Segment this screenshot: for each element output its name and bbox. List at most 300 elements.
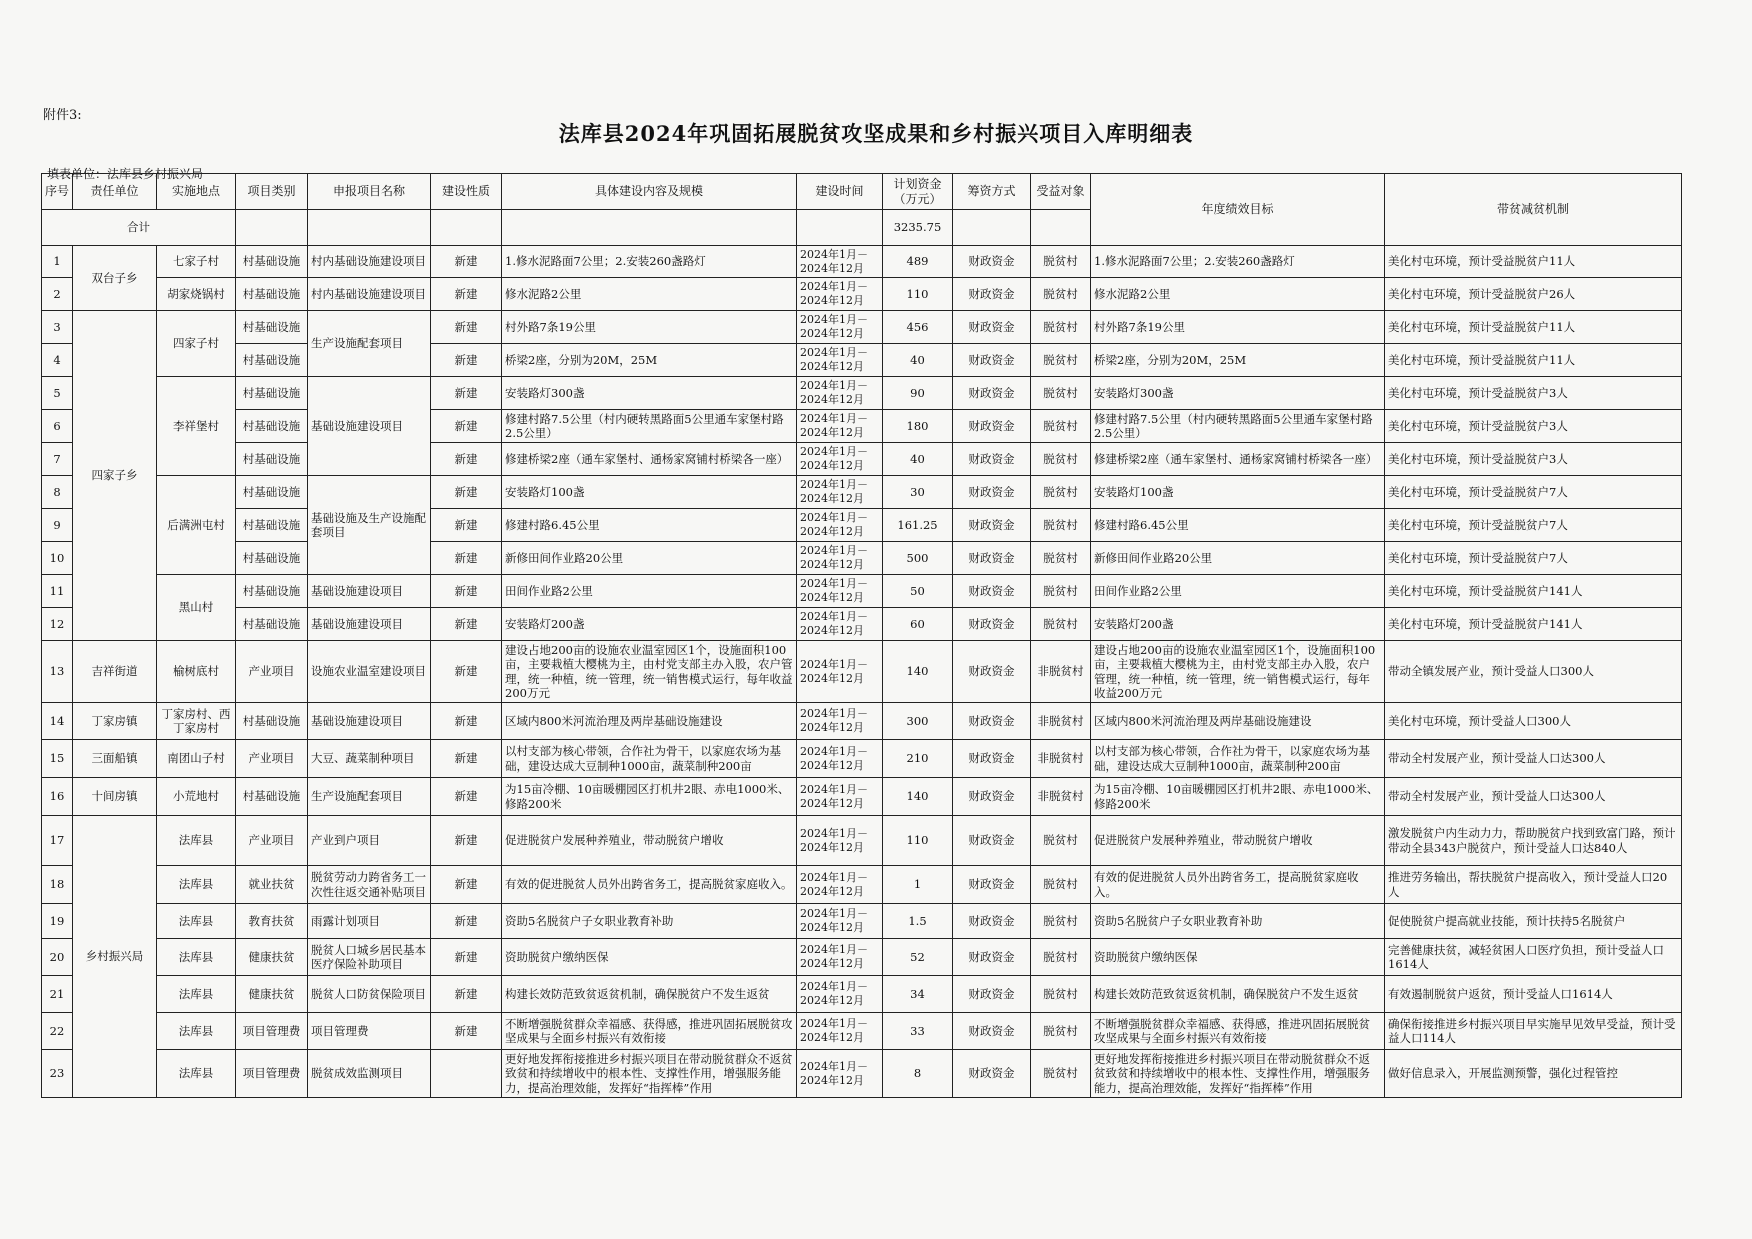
project-category: 村基础设施 xyxy=(236,344,308,377)
location: 南团山子村 xyxy=(157,740,236,778)
beneficiary: 脱贫村 xyxy=(1031,866,1091,904)
row-seq: 18 xyxy=(42,866,73,904)
project-category: 健康扶贫 xyxy=(236,939,308,976)
row-seq: 16 xyxy=(42,778,73,816)
time-end: 2024年12月 xyxy=(800,671,864,685)
funding-method: 财政资金 xyxy=(953,278,1031,311)
row-seq: 14 xyxy=(42,703,73,740)
project-category: 村基础设施 xyxy=(236,778,308,816)
construction-time xyxy=(797,410,883,443)
construction-time xyxy=(797,476,883,509)
time-end: 2024年12月 xyxy=(800,884,864,898)
time-start: 2024年1月－ xyxy=(800,577,868,591)
project-name: 设施农业温室建设项目 xyxy=(308,641,431,703)
construction-content: 1.修水泥路面7公里；2.安装260盏路灯 xyxy=(502,246,797,278)
table-row xyxy=(42,816,1682,866)
construction-content: 促进脱贫户发展种养殖业，带动脱贫户增收 xyxy=(502,816,797,866)
header-seq: 序号 xyxy=(42,174,73,210)
project-name: 生产设施配套项目 xyxy=(308,778,431,816)
planned-fund: 33 xyxy=(883,1013,953,1050)
planned-fund: 110 xyxy=(883,816,953,866)
construction-time xyxy=(797,278,883,311)
table-row xyxy=(42,641,1682,703)
header-dept: 责任单位 xyxy=(73,174,157,210)
table-row xyxy=(42,344,1682,377)
poverty-mechanism: 有效遏制脱贫户返贫，预计受益人口1614人 xyxy=(1385,976,1682,1013)
project-name: 基础设施建设项目 xyxy=(308,703,431,740)
construction-content: 区域内800米河流治理及两岸基础设施建设 xyxy=(502,703,797,740)
project-table xyxy=(41,173,1682,1098)
table-row xyxy=(42,866,1682,904)
performance-goal: 促进脱贫户发展种养殖业，带动脱贫户增收 xyxy=(1091,816,1385,866)
construction-nature: 新建 xyxy=(431,443,502,476)
project-name: 项目管理费 xyxy=(308,1013,431,1050)
location: 法库县 xyxy=(157,816,236,866)
time-end: 2024年12月 xyxy=(800,525,864,538)
responsible-unit: 吉祥街道 xyxy=(73,641,157,703)
construction-content: 建设占地200亩的设施农业温室园区1个，设施面积100亩，主要栽植大樱桃为主，由村党支部主办入股，农户管理，统一种植，统一管理，统一销售模式运行，每年收益200万元 xyxy=(502,641,797,703)
row-seq: 17 xyxy=(42,816,73,866)
project-category: 村基础设施 xyxy=(236,476,308,509)
location: 小荒地村 xyxy=(157,778,236,816)
row-seq: 1 xyxy=(42,246,73,278)
time-end: 2024年12月 xyxy=(800,327,864,340)
time-end: 2024年12月 xyxy=(800,796,864,810)
beneficiary: 脱贫村 xyxy=(1031,1013,1091,1050)
planned-fund: 8 xyxy=(883,1050,953,1098)
construction-nature: 新建 xyxy=(431,866,502,904)
header-mechanism: 带贫减贫机制 xyxy=(1385,174,1682,246)
construction-content: 修建村路7.5公里（村内硬转黑路面5公里通车家堡村路2.5公里） xyxy=(502,410,797,443)
row-seq: 23 xyxy=(42,1050,73,1098)
planned-fund: 500 xyxy=(883,542,953,575)
construction-nature: 新建 xyxy=(431,703,502,740)
construction-content: 有效的促进脱贫人员外出跨省务工，提高脱贫家庭收入。 xyxy=(502,866,797,904)
time-start: 2024年1月－ xyxy=(800,313,868,327)
construction-content: 桥梁2座，分别为20M，25M xyxy=(502,344,797,377)
construction-content: 更好地发挥衔接推进乡村振兴项目在带动脱贫群众不返贫致贫和持续增收中的根本性、支撑性作用，增强服务能力，提高治理效能，发挥好“指挥棒”作用 xyxy=(502,1050,797,1098)
time-end: 2024年12月 xyxy=(800,921,864,934)
construction-content: 修建桥梁2座（通车家堡村、通杨家窝铺村桥梁各一座） xyxy=(502,443,797,476)
time-end: 2024年12月 xyxy=(800,459,864,472)
header-category: 项目类别 xyxy=(236,174,308,210)
construction-content: 村外路7条19公里 xyxy=(502,311,797,344)
construction-nature: 新建 xyxy=(431,608,502,641)
project-category: 教育扶贫 xyxy=(236,904,308,939)
time-start: 2024年1月－ xyxy=(800,744,868,758)
time-start: 2024年1月－ xyxy=(800,346,868,360)
planned-fund: 52 xyxy=(883,939,953,976)
performance-goal: 以村支部为核心带领，合作社为骨干，以家庭农场为基础，建设达成大豆制种1000亩，蔬菜制种200亩 xyxy=(1091,740,1385,778)
responsible-unit: 丁家房镇 xyxy=(73,703,157,740)
poverty-mechanism: 美化村屯环境，预计受益脱贫户11人 xyxy=(1385,246,1682,278)
table-row xyxy=(42,575,1682,608)
time-end: 2024年12月 xyxy=(800,294,864,307)
poverty-mechanism: 推进劳务输出，帮扶脱贫户提高收入，预计受益人口20人 xyxy=(1385,866,1682,904)
time-start: 2024年1月－ xyxy=(800,907,868,921)
time-start: 2024年1月－ xyxy=(800,478,868,492)
planned-fund: 50 xyxy=(883,575,953,608)
beneficiary: 脱贫村 xyxy=(1031,410,1091,443)
performance-goal: 修建桥梁2座（通车家堡村、通杨家窝铺村桥梁各一座） xyxy=(1091,443,1385,476)
table-row xyxy=(42,904,1682,939)
project-category: 村基础设施 xyxy=(236,509,308,542)
planned-fund: 110 xyxy=(883,278,953,311)
row-seq: 15 xyxy=(42,740,73,778)
construction-nature: 新建 xyxy=(431,476,502,509)
funding-method: 财政资金 xyxy=(953,476,1031,509)
construction-content: 以村支部为核心带领，合作社为骨干，以家庭农场为基础，建设达成大豆制种1000亩，蔬菜制种200亩 xyxy=(502,740,797,778)
attachment-label: 附件3: xyxy=(43,108,82,123)
planned-fund: 60 xyxy=(883,608,953,641)
performance-goal: 安装路灯300盏 xyxy=(1091,377,1385,410)
time-end: 2024年12月 xyxy=(800,624,864,637)
table-row xyxy=(42,410,1682,443)
construction-nature: 新建 xyxy=(431,816,502,866)
funding-method: 财政资金 xyxy=(953,509,1031,542)
poverty-mechanism: 带动全镇发展产业，预计受益人口300人 xyxy=(1385,641,1682,703)
location: 黑山村 xyxy=(157,575,236,641)
header-nature: 建设性质 xyxy=(431,174,502,210)
time-start: 2024年1月－ xyxy=(800,1059,868,1073)
construction-time xyxy=(797,976,883,1013)
time-start: 2024年1月－ xyxy=(800,826,868,840)
time-end: 2024年12月 xyxy=(800,957,864,970)
location: 四家子村 xyxy=(157,311,236,377)
beneficiary: 脱贫村 xyxy=(1031,1050,1091,1098)
header-location: 实施地点 xyxy=(157,174,236,210)
table-row xyxy=(42,542,1682,575)
row-seq: 20 xyxy=(42,939,73,976)
construction-nature: 新建 xyxy=(431,344,502,377)
construction-content: 修建村路6.45公里 xyxy=(502,509,797,542)
poverty-mechanism: 带动全村发展产业，预计受益人口达300人 xyxy=(1385,740,1682,778)
funding-method: 财政资金 xyxy=(953,542,1031,575)
table-row xyxy=(42,1013,1682,1050)
construction-nature: 新建 xyxy=(431,1013,502,1050)
poverty-mechanism: 美化村屯环境，预计受益脱贫户26人 xyxy=(1385,278,1682,311)
time-end: 2024年12月 xyxy=(800,591,864,604)
performance-goal: 有效的促进脱贫人员外出跨省务工，提高脱贫家庭收入。 xyxy=(1091,866,1385,904)
construction-time xyxy=(797,1050,883,1098)
responsible-unit: 四家子乡 xyxy=(73,311,157,641)
project-name: 雨露计划项目 xyxy=(308,904,431,939)
row-seq: 5 xyxy=(42,377,73,410)
time-start: 2024年1月－ xyxy=(800,610,868,624)
construction-time xyxy=(797,311,883,344)
performance-goal: 不断增强脱贫群众幸福感、获得感，推进巩固拓展脱贫攻坚成果与全面乡村振兴有效衔接 xyxy=(1091,1013,1385,1050)
performance-goal: 为15亩冷棚、10亩暖棚园区打机井2眼、赤电1000米、修路200米 xyxy=(1091,778,1385,816)
beneficiary: 脱贫村 xyxy=(1031,904,1091,939)
table-row xyxy=(42,703,1682,740)
time-end: 2024年12月 xyxy=(800,1031,864,1044)
beneficiary: 脱贫村 xyxy=(1031,575,1091,608)
construction-time xyxy=(797,443,883,476)
funding-method: 财政资金 xyxy=(953,575,1031,608)
construction-time xyxy=(797,703,883,740)
header-content: 具体建设内容及规模 xyxy=(502,174,797,210)
funding-method: 财政资金 xyxy=(953,641,1031,703)
time-end: 2024年12月 xyxy=(800,840,864,854)
construction-nature: 新建 xyxy=(431,278,502,311)
beneficiary: 非脱贫村 xyxy=(1031,641,1091,703)
time-start: 2024年1月－ xyxy=(800,707,868,721)
project-category: 村基础设施 xyxy=(236,703,308,740)
construction-nature: 新建 xyxy=(431,311,502,344)
beneficiary: 脱贫村 xyxy=(1031,377,1091,410)
construction-time xyxy=(797,608,883,641)
responsible-unit: 双台子乡 xyxy=(73,246,157,311)
planned-fund: 180 xyxy=(883,410,953,443)
project-category: 产业项目 xyxy=(236,740,308,778)
project-category: 村基础设施 xyxy=(236,410,308,443)
table-row xyxy=(42,740,1682,778)
poverty-mechanism: 美化村屯环境，预计受益脱贫户3人 xyxy=(1385,410,1682,443)
planned-fund: 140 xyxy=(883,778,953,816)
performance-goal: 田间作业路2公里 xyxy=(1091,575,1385,608)
beneficiary: 脱贫村 xyxy=(1031,278,1091,311)
project-name: 产业到户项目 xyxy=(308,816,431,866)
performance-goal: 资助脱贫户缴纳医保 xyxy=(1091,939,1385,976)
project-name: 基础设施建设项目 xyxy=(308,377,431,476)
location: 法库县 xyxy=(157,1013,236,1050)
project-name: 村内基础设施建设项目 xyxy=(308,246,431,278)
time-end: 2024年12月 xyxy=(800,758,864,772)
planned-fund: 30 xyxy=(883,476,953,509)
location: 法库县 xyxy=(157,866,236,904)
construction-time xyxy=(797,939,883,976)
construction-nature: 新建 xyxy=(431,641,502,703)
beneficiary: 脱贫村 xyxy=(1031,443,1091,476)
construction-nature: 新建 xyxy=(431,740,502,778)
poverty-mechanism: 激发脱贫户内生动力力，帮助脱贫户找到致富门路，预计带动全县343户脱贫户，预计受益人口达840人 xyxy=(1385,816,1682,866)
poverty-mechanism: 美化村屯环境，预计受益脱贫户11人 xyxy=(1385,344,1682,377)
construction-time xyxy=(797,377,883,410)
project-category: 产业项目 xyxy=(236,816,308,866)
header-funding: 筹资方式 xyxy=(953,174,1031,210)
row-seq: 12 xyxy=(42,608,73,641)
poverty-mechanism: 美化村屯环境，预计受益脱贫户7人 xyxy=(1385,476,1682,509)
beneficiary: 脱贫村 xyxy=(1031,509,1091,542)
poverty-mechanism: 美化村屯环境，预计受益脱贫户3人 xyxy=(1385,443,1682,476)
planned-fund: 1 xyxy=(883,866,953,904)
header-goal: 年度绩效目标 xyxy=(1091,174,1385,246)
poverty-mechanism: 美化村屯环境，预计受益脱贫户141人 xyxy=(1385,608,1682,641)
time-start: 2024年1月－ xyxy=(800,445,868,459)
funding-method: 财政资金 xyxy=(953,976,1031,1013)
row-seq: 9 xyxy=(42,509,73,542)
funding-method: 财政资金 xyxy=(953,311,1031,344)
row-seq: 13 xyxy=(42,641,73,703)
responsible-unit: 十间房镇 xyxy=(73,778,157,816)
time-start: 2024年1月－ xyxy=(800,280,868,294)
poverty-mechanism: 美化村屯环境，预计受益脱贫户7人 xyxy=(1385,509,1682,542)
location: 丁家房村、西丁家房村 xyxy=(157,703,236,740)
project-category: 项目管理费 xyxy=(236,1050,308,1098)
project-name: 脱贫劳动力跨省务工一次性往返交通补贴项目 xyxy=(308,866,431,904)
header-fund: 计划资金（万元） xyxy=(883,174,953,210)
project-category: 村基础设施 xyxy=(236,278,308,311)
planned-fund: 489 xyxy=(883,246,953,278)
time-start: 2024年1月－ xyxy=(800,1017,868,1031)
poverty-mechanism: 完善健康扶贫，减轻贫困人口医疗负担，预计受益人口1614人 xyxy=(1385,939,1682,976)
performance-goal: 修建村路7.5公里（村内硬转黑路面5公里通车家堡村路2.5公里） xyxy=(1091,410,1385,443)
construction-content: 田间作业路2公里 xyxy=(502,575,797,608)
table-row xyxy=(42,443,1682,476)
poverty-mechanism: 美化村屯环境，预计受益人口300人 xyxy=(1385,703,1682,740)
construction-content: 资助脱贫户缴纳医保 xyxy=(502,939,797,976)
project-name: 基础设施及生产设施配套项目 xyxy=(308,476,431,575)
row-seq: 21 xyxy=(42,976,73,1013)
planned-fund: 140 xyxy=(883,641,953,703)
funding-method: 财政资金 xyxy=(953,608,1031,641)
table-row xyxy=(42,246,1682,278)
performance-goal: 构建长效防范致贫返贫机制，确保脱贫户不发生返贫 xyxy=(1091,976,1385,1013)
project-category: 村基础设施 xyxy=(236,377,308,410)
header-time: 建设时间 xyxy=(797,174,883,210)
construction-time xyxy=(797,344,883,377)
time-start: 2024年1月－ xyxy=(800,782,868,796)
funding-method: 财政资金 xyxy=(953,246,1031,278)
construction-nature: 新建 xyxy=(431,939,502,976)
construction-nature xyxy=(431,1050,502,1098)
planned-fund: 1.5 xyxy=(883,904,953,939)
table-row xyxy=(42,278,1682,311)
funding-method: 财政资金 xyxy=(953,816,1031,866)
beneficiary: 脱贫村 xyxy=(1031,246,1091,278)
planned-fund: 90 xyxy=(883,377,953,410)
total-fund: 3235.75 xyxy=(883,210,953,246)
time-start: 2024年1月－ xyxy=(800,511,868,525)
construction-time xyxy=(797,246,883,278)
construction-nature: 新建 xyxy=(431,976,502,1013)
performance-goal: 资助5名脱贫户子女职业教育补助 xyxy=(1091,904,1385,939)
row-seq: 11 xyxy=(42,575,73,608)
construction-time xyxy=(797,904,883,939)
time-start: 2024年1月－ xyxy=(800,544,868,558)
project-category: 村基础设施 xyxy=(236,542,308,575)
construction-nature: 新建 xyxy=(431,778,502,816)
construction-nature: 新建 xyxy=(431,509,502,542)
time-end: 2024年12月 xyxy=(800,1073,864,1087)
planned-fund: 456 xyxy=(883,311,953,344)
table-row xyxy=(42,976,1682,1013)
project-name: 村内基础设施建设项目 xyxy=(308,278,431,311)
beneficiary: 脱贫村 xyxy=(1031,816,1091,866)
project-category: 就业扶贫 xyxy=(236,866,308,904)
planned-fund: 40 xyxy=(883,344,953,377)
time-start: 2024年1月－ xyxy=(800,247,868,261)
construction-content: 新修田间作业路20公里 xyxy=(502,542,797,575)
time-end: 2024年12月 xyxy=(800,558,864,571)
project-category: 健康扶贫 xyxy=(236,976,308,1013)
funding-method: 财政资金 xyxy=(953,866,1031,904)
funding-method: 财政资金 xyxy=(953,939,1031,976)
construction-nature: 新建 xyxy=(431,904,502,939)
project-name: 基础设施建设项目 xyxy=(308,575,431,608)
beneficiary: 非脱贫村 xyxy=(1031,703,1091,740)
beneficiary: 非脱贫村 xyxy=(1031,778,1091,816)
beneficiary: 非脱贫村 xyxy=(1031,740,1091,778)
project-category: 村基础设施 xyxy=(236,443,308,476)
beneficiary: 脱贫村 xyxy=(1031,542,1091,575)
funding-method: 财政资金 xyxy=(953,1013,1031,1050)
table-row xyxy=(42,311,1682,344)
construction-time xyxy=(797,866,883,904)
time-end: 2024年12月 xyxy=(800,994,864,1007)
construction-content: 为15亩冷棚、10亩暖棚园区打机井2眼、赤电1000米、修路200米 xyxy=(502,778,797,816)
row-seq: 19 xyxy=(42,904,73,939)
construction-time xyxy=(797,509,883,542)
time-start: 2024年1月－ xyxy=(800,412,868,426)
table-row xyxy=(42,1050,1682,1098)
performance-goal: 安装路灯200盏 xyxy=(1091,608,1385,641)
construction-time xyxy=(797,542,883,575)
table-row xyxy=(42,377,1682,410)
location: 法库县 xyxy=(157,1050,236,1098)
planned-fund: 34 xyxy=(883,976,953,1013)
time-end: 2024年12月 xyxy=(800,426,864,439)
location: 榆树底村 xyxy=(157,641,236,703)
funding-method: 财政资金 xyxy=(953,410,1031,443)
poverty-mechanism: 做好信息录入，开展监测预警，强化过程管控 xyxy=(1385,1050,1682,1098)
location: 法库县 xyxy=(157,939,236,976)
poverty-mechanism: 美化村屯环境，预计受益脱贫户11人 xyxy=(1385,311,1682,344)
project-name: 基础设施建设项目 xyxy=(308,608,431,641)
location: 李祥堡村 xyxy=(157,377,236,476)
funding-method: 财政资金 xyxy=(953,740,1031,778)
performance-goal: 区域内800米河流治理及两岸基础设施建设 xyxy=(1091,703,1385,740)
table-row xyxy=(42,778,1682,816)
poverty-mechanism: 确保衔接推进乡村振兴项目早实施早见效早受益，预计受益人口114人 xyxy=(1385,1013,1682,1050)
time-start: 2024年1月－ xyxy=(800,943,868,957)
construction-nature: 新建 xyxy=(431,410,502,443)
construction-nature: 新建 xyxy=(431,246,502,278)
location: 七家子村 xyxy=(157,246,236,278)
performance-goal: 桥梁2座，分别为20M，25M xyxy=(1091,344,1385,377)
project-category: 村基础设施 xyxy=(236,246,308,278)
construction-content: 安装路灯300盏 xyxy=(502,377,797,410)
row-seq: 2 xyxy=(42,278,73,311)
fill-unit: 填表单位：法库县乡村振兴局 xyxy=(47,167,204,181)
performance-goal: 修建村路6.45公里 xyxy=(1091,509,1385,542)
construction-content: 安装路灯200盏 xyxy=(502,608,797,641)
funding-method: 财政资金 xyxy=(953,1050,1031,1098)
project-name: 生产设施配套项目 xyxy=(308,311,431,377)
beneficiary: 脱贫村 xyxy=(1031,344,1091,377)
row-seq: 8 xyxy=(42,476,73,509)
performance-goal: 建设占地200亩的设施农业温室园区1个，设施面积100亩，主要栽植大樱桃为主，由村党支部主办入股，农户管理，统一种植，统一管理，统一销售模式运行，每年收益200万元 xyxy=(1091,641,1385,703)
construction-time xyxy=(797,1013,883,1050)
header-name: 申报项目名称 xyxy=(308,174,431,210)
time-start: 2024年1月－ xyxy=(800,657,868,671)
construction-nature: 新建 xyxy=(431,542,502,575)
beneficiary: 脱贫村 xyxy=(1031,476,1091,509)
construction-time xyxy=(797,575,883,608)
construction-content: 不断增强脱贫群众幸福感、获得感，推进巩固拓展脱贫攻坚成果与全面乡村振兴有效衔接 xyxy=(502,1013,797,1050)
beneficiary: 脱贫村 xyxy=(1031,976,1091,1013)
location: 后满洲屯村 xyxy=(157,476,236,575)
project-category: 村基础设施 xyxy=(236,311,308,344)
project-name: 大豆、蔬菜制种项目 xyxy=(308,740,431,778)
performance-goal: 村外路7条19公里 xyxy=(1091,311,1385,344)
performance-goal: 安装路灯100盏 xyxy=(1091,476,1385,509)
construction-time xyxy=(797,641,883,703)
construction-content: 构建长效防范致贫返贫机制，确保脱贫户不发生返贫 xyxy=(502,976,797,1013)
location: 法库县 xyxy=(157,976,236,1013)
beneficiary: 脱贫村 xyxy=(1031,311,1091,344)
funding-method: 财政资金 xyxy=(953,443,1031,476)
